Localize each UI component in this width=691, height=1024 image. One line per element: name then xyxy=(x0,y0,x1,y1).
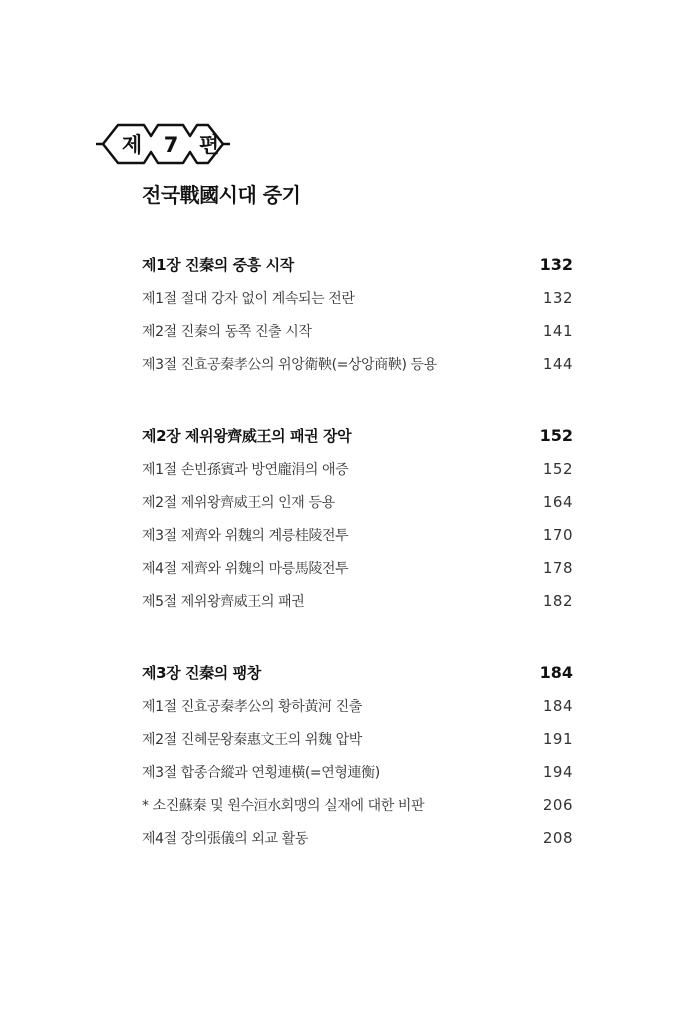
badge-char-je: 제 xyxy=(121,133,143,157)
section-row[interactable] xyxy=(142,822,573,855)
section-page: 152 xyxy=(542,460,573,478)
section-row[interactable] xyxy=(142,315,573,348)
section-title: 제2절 진혜문왕秦惠文王의 위魏 압박 xyxy=(142,732,362,748)
section-row[interactable] xyxy=(142,585,573,618)
part-title: 전국戰國시대 중기 xyxy=(142,183,301,207)
section-title: 제3절 합종合縱과 연횡連橫(=연형連衡) xyxy=(142,765,380,781)
table-of-contents xyxy=(142,248,573,893)
section-title: 제4절 제齊와 위魏의 마릉馬陵전투 xyxy=(142,561,349,577)
chapter-heading[interactable] xyxy=(142,656,573,690)
section-title: 제3절 제齊와 위魏의 계릉桂陵전투 xyxy=(142,528,349,544)
section-row[interactable] xyxy=(142,348,573,381)
section-title: 제1절 손빈孫賓과 방연龐涓의 애증 xyxy=(142,462,349,478)
section-title: * 소진蘇秦 및 원수洹水회맹의 실재에 대한 비판 xyxy=(142,798,425,814)
chapter-page: 184 xyxy=(539,663,573,682)
chapter-2 xyxy=(142,419,573,618)
badge-char-pyeon: 편 xyxy=(198,133,220,157)
section-page: 132 xyxy=(542,289,573,307)
section-row[interactable] xyxy=(142,723,573,756)
chapter-title: 제2장 제위왕齊威王의 패권 장악 xyxy=(142,427,352,445)
chapter-page: 152 xyxy=(539,426,573,445)
chapter-heading[interactable] xyxy=(142,248,573,282)
section-page: 164 xyxy=(542,493,573,511)
section-page: 144 xyxy=(542,355,573,373)
section-row[interactable] xyxy=(142,486,573,519)
section-row[interactable] xyxy=(142,453,573,486)
section-title: 제1절 진효공秦孝公의 황하黃河 진출 xyxy=(142,699,362,715)
section-title: 제4절 장의張儀의 외교 활동 xyxy=(142,831,308,847)
part-badge xyxy=(95,121,231,167)
section-title: 제1절 절대 강자 없이 계속되는 전란 xyxy=(142,291,355,307)
section-row[interactable] xyxy=(142,789,573,822)
section-row[interactable] xyxy=(142,282,573,315)
badge-char-number: 7 xyxy=(163,133,179,157)
section-row[interactable] xyxy=(142,756,573,789)
section-title: 제2절 진秦의 동쪽 진출 시작 xyxy=(142,324,312,340)
section-row[interactable] xyxy=(142,519,573,552)
section-title: 제3절 진효공秦孝公의 위앙衛鞅(=상앙商鞅) 등용 xyxy=(142,357,437,373)
section-page: 182 xyxy=(542,592,573,610)
section-page: 194 xyxy=(542,763,573,781)
chapter-3 xyxy=(142,656,573,855)
chapter-heading[interactable] xyxy=(142,419,573,453)
section-title: 제2절 제위왕齊威王의 인재 등용 xyxy=(142,495,335,511)
chapter-title: 제3장 진秦의 팽창 xyxy=(142,664,261,682)
section-page: 184 xyxy=(542,697,573,715)
section-page: 141 xyxy=(542,322,573,340)
section-page: 191 xyxy=(542,730,573,748)
section-page: 170 xyxy=(542,526,573,544)
section-page: 208 xyxy=(542,829,573,847)
chapter-title: 제1장 진秦의 중흥 시작 xyxy=(142,256,294,274)
chapter-page: 132 xyxy=(539,255,573,274)
section-title: 제5절 제위왕齊威王의 패권 xyxy=(142,594,305,610)
section-row[interactable] xyxy=(142,690,573,723)
chapter-1 xyxy=(142,248,573,381)
section-page: 206 xyxy=(542,796,573,814)
section-row[interactable] xyxy=(142,552,573,585)
section-page: 178 xyxy=(542,559,573,577)
